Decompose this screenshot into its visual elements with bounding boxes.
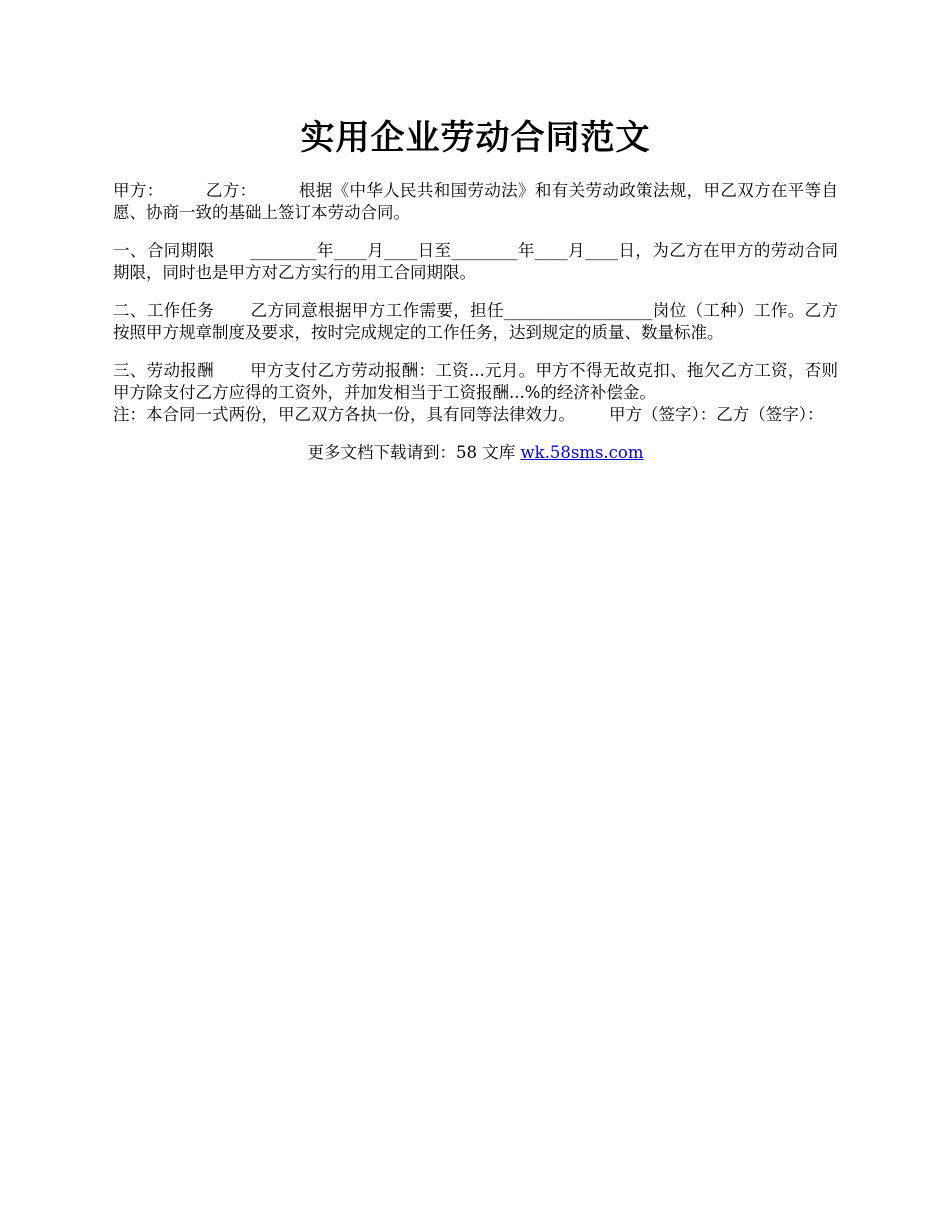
section-remuneration	[113, 360, 838, 404]
section-heading: 二、工作任务	[113, 301, 215, 320]
section-text: 甲方支付乙方劳动报酬：工资...元月。甲方不得无故克扣、拖欠乙方工资，否则甲方除支付乙方应得的工资外，并加发相当于工资报酬...%的经济补偿金。	[113, 361, 838, 402]
footer-link[interactable]: wk.58sms.com	[520, 443, 644, 462]
party-a-signature: 甲方（签字）：	[609, 405, 717, 424]
intro-text: 根据《中华人民共和国劳动法》和有关劳动政策法规，甲乙双方在平等自愿、协商一致的基础上签订本劳动合同。	[113, 181, 839, 222]
document-title: 实用企业劳动合同范文	[300, 118, 651, 158]
section-text: 乙方同意根据甲方工作需要，担任__________________岗位（工种）工作。乙方按照甲方规章制度及要求，按时完成规定的工作任务，达到规定的质量、数量标准。	[113, 301, 839, 342]
intro-paragraph	[113, 180, 838, 224]
section-work-task	[113, 300, 838, 344]
section-contract-term	[113, 240, 838, 284]
section-text: ________年____月____日至________年____月____日，为乙方在甲方的劳动合同期限，同时也是甲方对乙方实行的用工合同期限。	[113, 241, 839, 282]
note-text: 注：本合同一式两份，甲乙双方各执一份，具有同等法律效力。	[113, 405, 575, 424]
party-a-label: 甲方：	[113, 181, 164, 200]
party-b-signature: 乙方（签字）：	[716, 405, 824, 424]
download-footer	[113, 442, 838, 464]
footer-prefix: 更多文档下载请到：58 文库	[307, 443, 521, 462]
section-heading: 一、合同期限	[113, 241, 215, 260]
party-b-label: 乙方：	[205, 181, 257, 200]
section-heading: 三、劳动报酬	[113, 361, 214, 380]
note-paragraph	[113, 404, 838, 426]
